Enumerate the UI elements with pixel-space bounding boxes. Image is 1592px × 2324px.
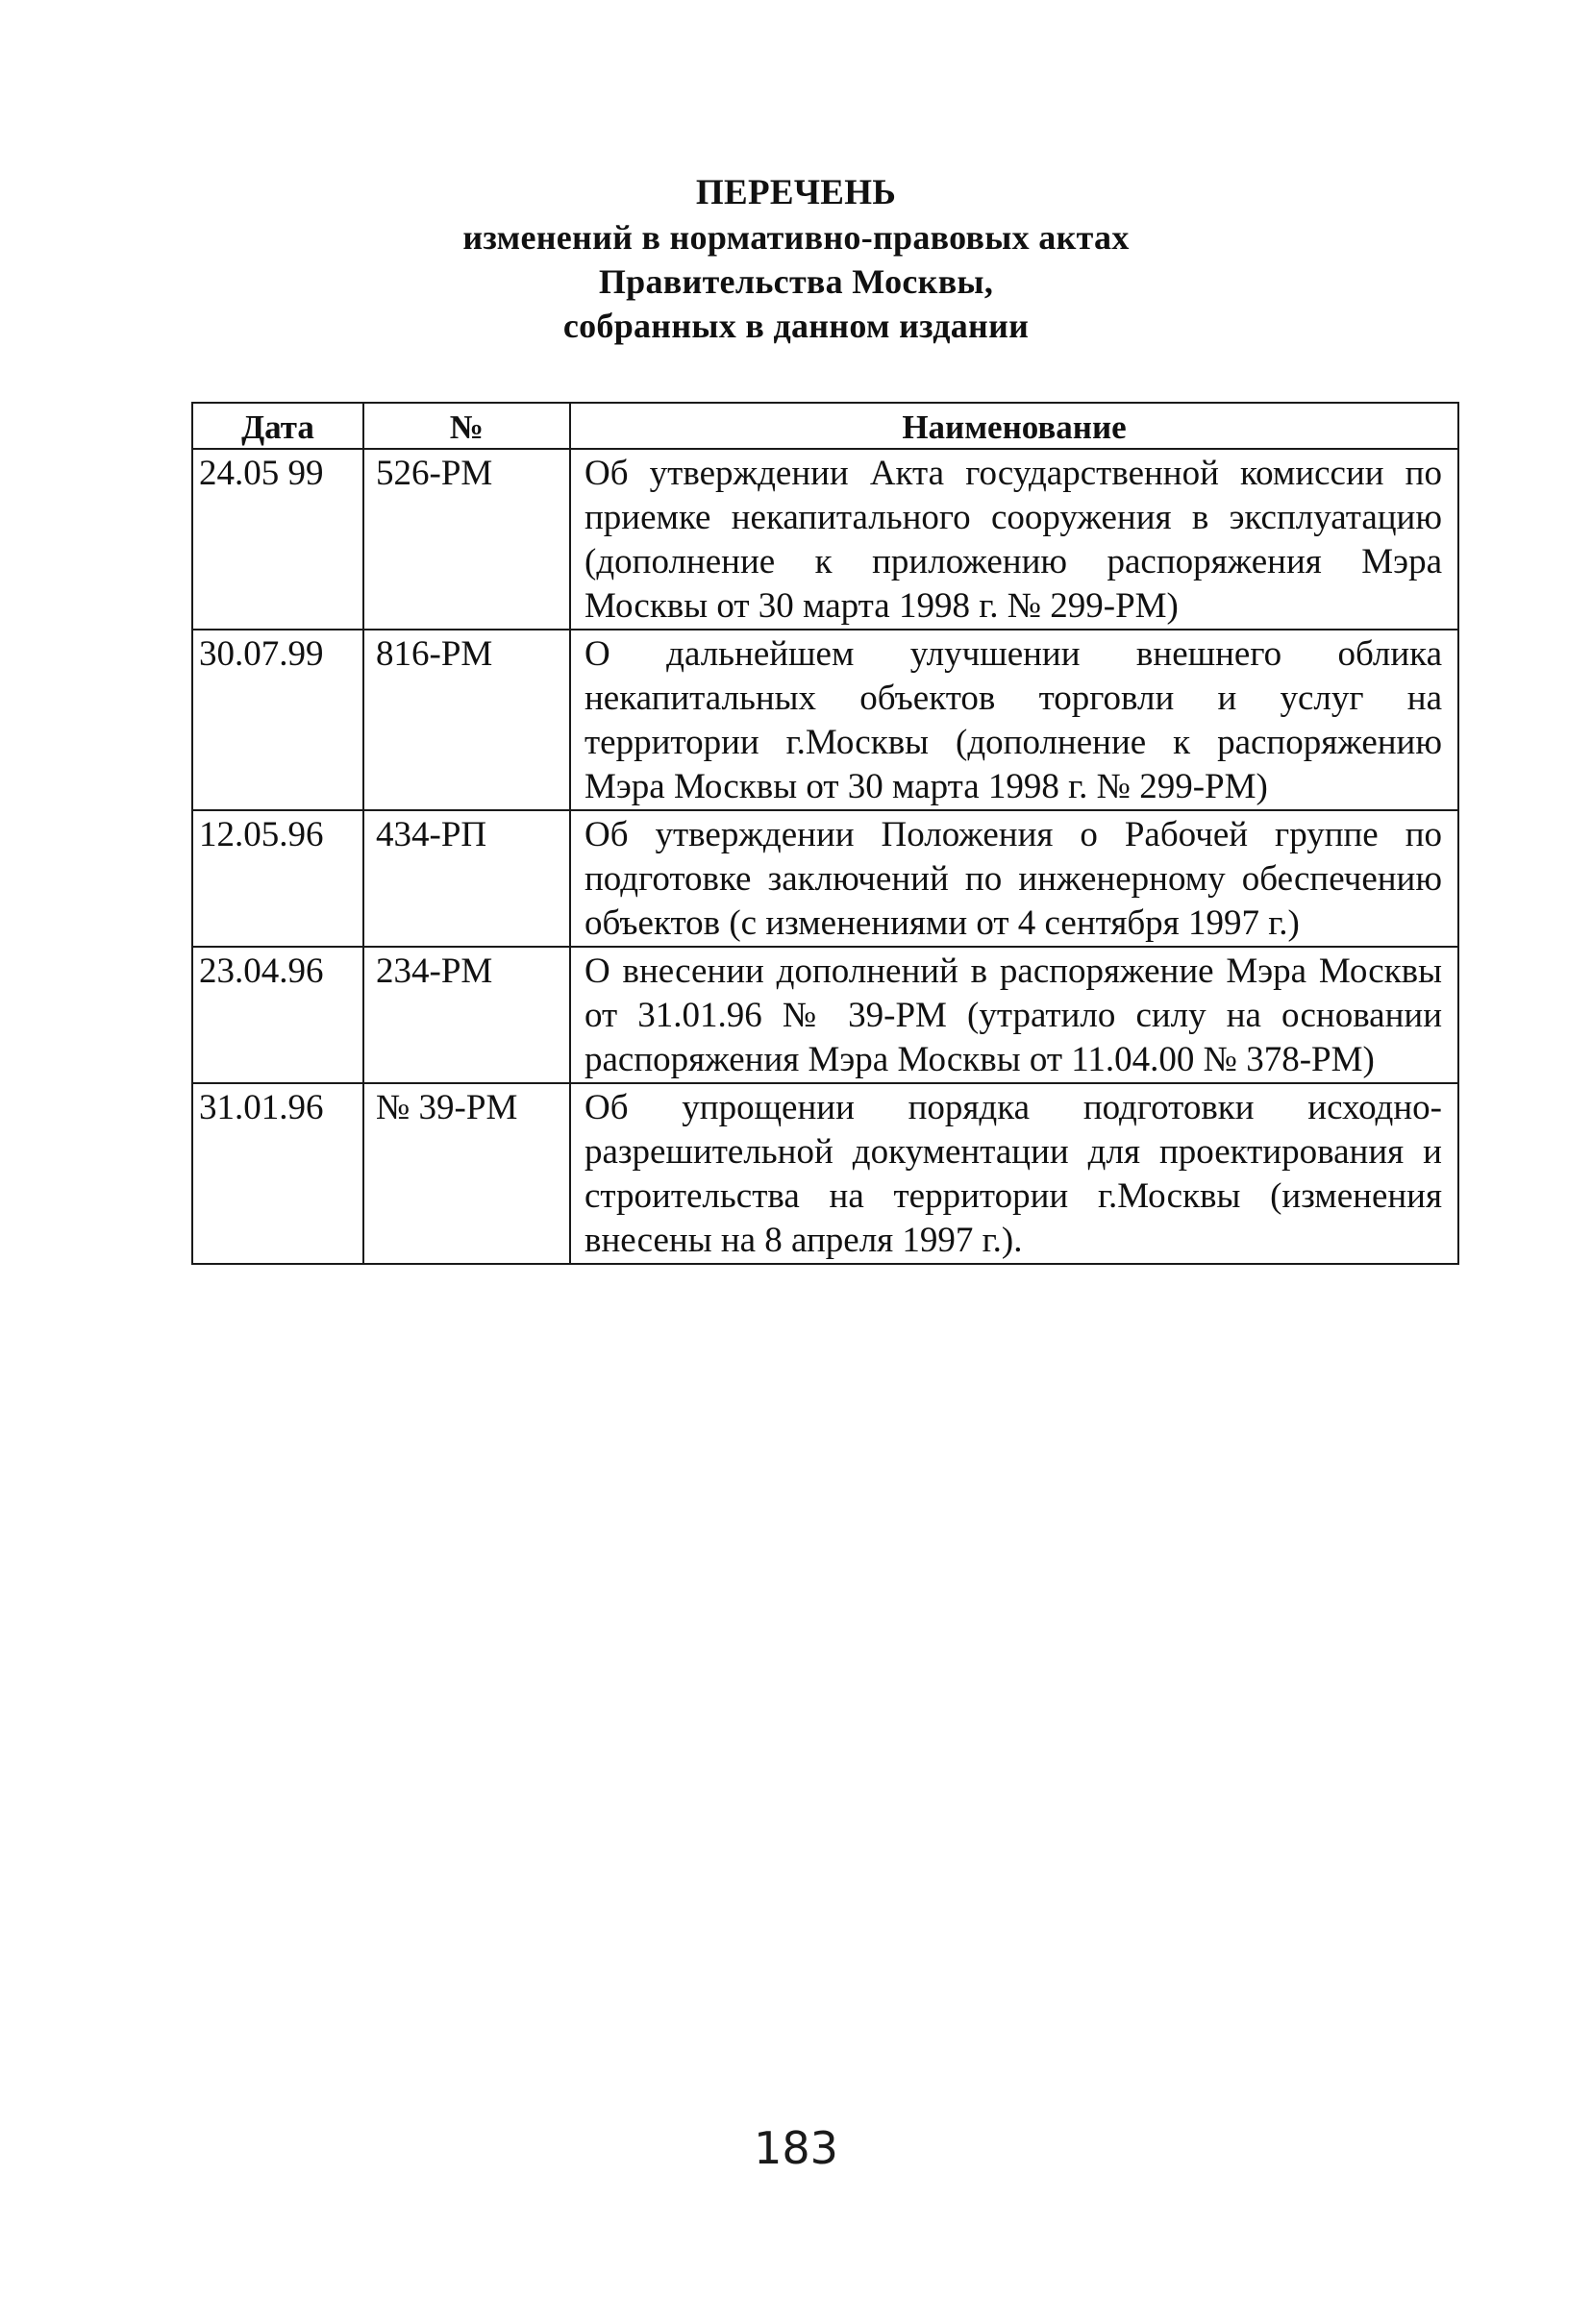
- row-date: 12.05.96: [192, 810, 363, 947]
- table-row: [192, 1083, 1458, 1264]
- column-header-number: №: [363, 403, 570, 449]
- row-name: О дальнейшем улучшении внешнего облика некапитальных объектов торговли и услуг на территории г.Москвы (дополнение к распоряжению Мэра Москвы от 30 марта 1998 г. № 299-РМ): [570, 630, 1458, 810]
- row-date: 30.07.99: [192, 630, 363, 810]
- table-header-row: [192, 403, 1458, 449]
- row-number: 234-РМ: [363, 947, 570, 1083]
- row-name: О внесении дополнений в распоряжение Мэра Москвы от 31.01.96 № 39-РМ (утратило силу на основании распоряжения Мэра Москвы от 11.04.00 № 378-РМ): [570, 947, 1458, 1083]
- table-row: [192, 947, 1458, 1083]
- row-number: 526-РМ: [363, 449, 570, 630]
- row-name: Об упрощении порядка подготовки исходно-разрешительной документации для проектирования и строительства на территории г.Москвы (изменения внесены на 8 апреля 1997 г.).: [570, 1083, 1458, 1264]
- row-date: 23.04.96: [192, 947, 363, 1083]
- column-header-date: Дата: [192, 403, 363, 449]
- heading-subtitle-line-3: собранных в данном издании: [562, 307, 1030, 345]
- row-number: 434-РП: [363, 810, 570, 947]
- row-date: 31.01.96: [192, 1083, 363, 1264]
- heading-subtitle-line-2: Правительства Москвы,: [598, 262, 994, 301]
- row-number: № 39-РМ: [363, 1083, 570, 1264]
- table-row: [192, 810, 1458, 947]
- acts-table: [191, 402, 1459, 1265]
- page-number: 183: [754, 2122, 838, 2174]
- heading-subtitle-line-1: изменений в нормативно-правовых актах: [462, 218, 1130, 257]
- row-number: 816-РМ: [363, 630, 570, 810]
- row-name: Об утверждении Положения о Рабочей группе по подготовке заключений по инженерному обеспечению объектов (с изменениями от 4 сентября 1997 г.): [570, 810, 1458, 947]
- table-row: [192, 630, 1458, 810]
- table-row: [192, 449, 1458, 630]
- row-date: 24.05 99: [192, 449, 363, 630]
- column-header-name: Наименование: [570, 403, 1458, 449]
- heading-title: ПЕРЕЧЕНЬ: [695, 173, 897, 212]
- document-heading: [0, 171, 1592, 348]
- row-name: Об утверждении Акта государственной комиссии по приемке некапитального сооружения в эксплуатацию (дополнение к приложению распоряжения Мэра Москвы от 30 марта 1998 г. № 299-РМ): [570, 449, 1458, 630]
